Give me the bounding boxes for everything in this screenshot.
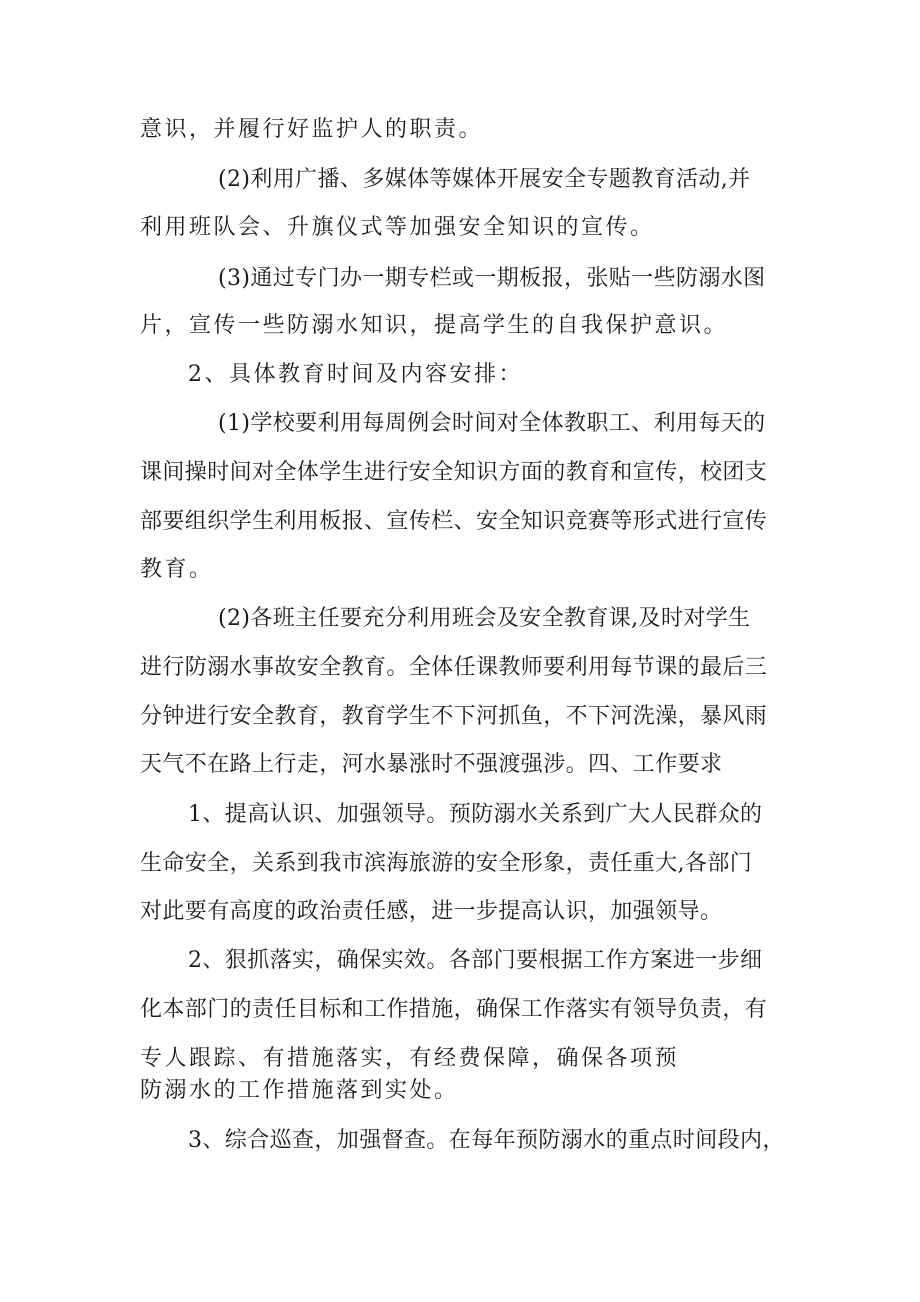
text-line: 意识，并履行好监护人的职责。: [140, 117, 484, 142]
text-line: 化本部门的责任目标和工作措施，确保工作落实有领导负责，有: [140, 997, 768, 1022]
text-line: 课间操时间对全体学生进行安全知识方面的教育和宣传，校团支: [140, 460, 768, 485]
section-heading: 2、具体教育时间及内容安排：: [188, 362, 523, 387]
text-line: 教育。: [140, 557, 214, 582]
text-line: 防溺水的工作措施落到实处。: [140, 1078, 459, 1103]
text-line: (1)学校要利用每周例会时间对全体教职工、利用每天的: [218, 411, 766, 436]
text-line: 进行防溺水事故安全教育。全体任课教师要利用每节课的最后三: [140, 655, 768, 680]
text-line: 部要组织学生利用板报、宣传栏、安全知识竞赛等形式进行宣传: [140, 509, 768, 534]
text-line: 2、狠抓落实，确保实效。各部门要根据工作方案进一步细: [188, 948, 763, 973]
text-line: 利用班队会、升旗仪式等加强安全知识的宣传。: [140, 215, 655, 240]
text-line: (2)利用广播、多媒体等媒体开展安全专题教育活动,并: [218, 167, 751, 192]
text-line: (2)各班主任要充分利用班会及安全教育课,及时对学生: [218, 606, 751, 631]
text-line: (3)通过专门办一期专栏或一期板报，张贴一些防溺水图: [218, 266, 766, 291]
text-line: 分钟进行安全教育，教育学生不下河抓鱼，不下河洗澡，暴风雨: [140, 704, 768, 729]
text-line: 生命安全，关系到我市滨海旅游的安全形象，责任重大,各部门: [140, 851, 753, 876]
text-line: 对此要有高度的政治责任感，进一步提高认识，加强领导。: [140, 899, 723, 924]
text-line: 1、提高认识、加强领导。预防溺水关系到广大人民群众的: [188, 802, 763, 827]
text-line: 专人跟踪、有措施落实，有经费保障，确保各项预: [140, 1046, 680, 1071]
text-line: 片，宣传一些防溺水知识，提高学生的自我保护意识。: [140, 313, 729, 338]
text-line: 3、综合巡查，加强督查。在每年预防溺水的重点时间段内，: [188, 1128, 785, 1153]
text-line: 天气不在路上行走，河水暴涨时不强渡强涉。四、工作要求: [140, 752, 723, 777]
